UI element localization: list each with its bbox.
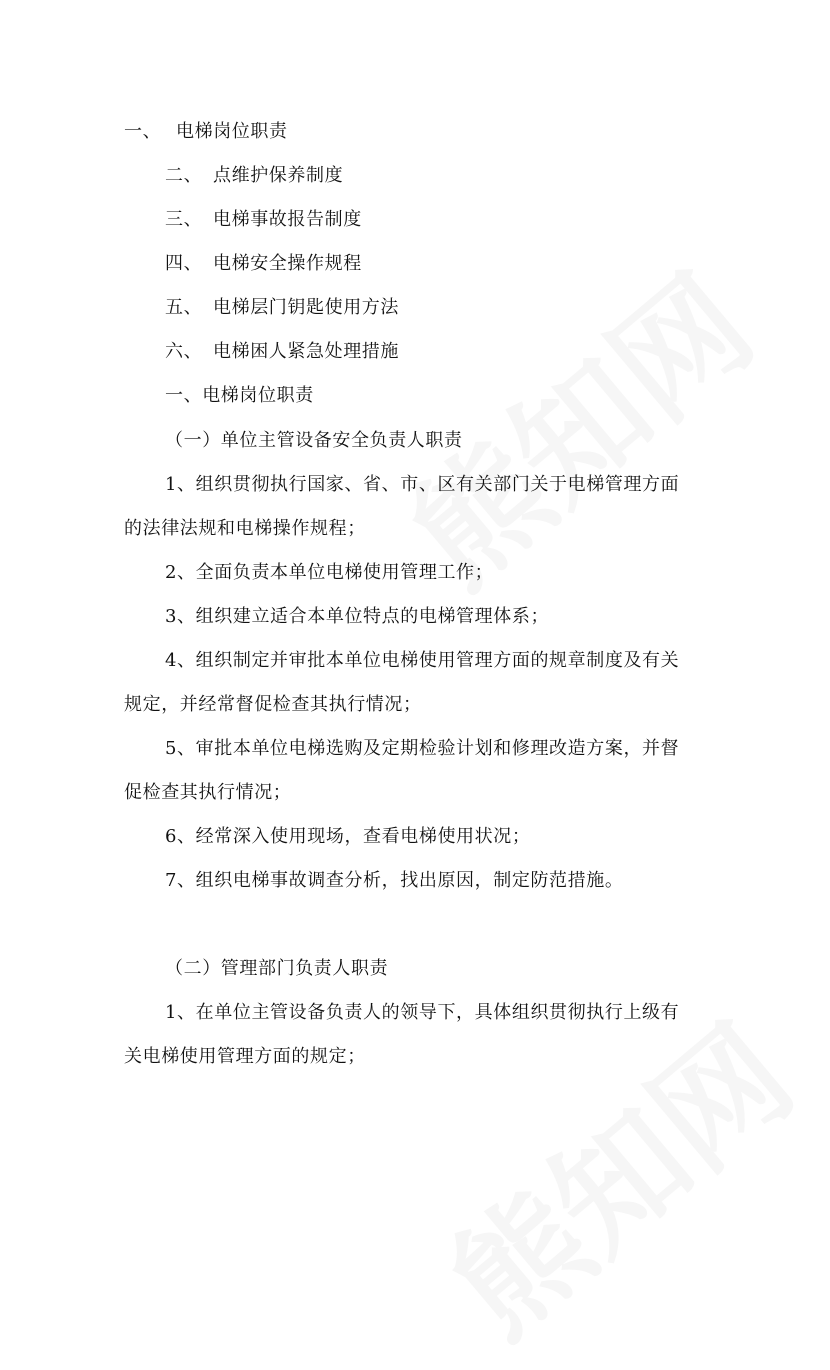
toc-item xyxy=(165,252,362,276)
paragraph-line: 6、经常深入使用现场，查看电梯使用状况； xyxy=(165,826,531,847)
paragraph-line: 3、组织建立适合本单位特点的电梯管理体系； xyxy=(165,606,550,627)
paragraph-line: 规定，并经常督促检查其执行情况； xyxy=(124,694,422,715)
toc-label: 电梯事故报告制度 xyxy=(213,209,362,230)
toc-label: 点维护保养制度 xyxy=(213,165,344,186)
paragraph-line: 5、审批本单位电梯选购及定期检验计划和修理改造方案，并督 xyxy=(165,738,680,759)
paragraph-line: 1、组织贯彻执行国家、省、市、区有关部门关于电梯管理方面 xyxy=(165,474,680,495)
subsection-heading: （二）管理部门负责人职责 xyxy=(165,958,389,979)
toc-item xyxy=(165,164,343,188)
toc-number: 五、 xyxy=(165,297,203,318)
toc-item xyxy=(165,340,399,364)
toc-number: 六、 xyxy=(165,341,203,362)
toc-number: 三、 xyxy=(165,209,203,230)
paragraph-line: 7、组织电梯事故调查分析，找出原因，制定防范措施。 xyxy=(165,870,624,891)
toc-label: 电梯困人紧急处理措施 xyxy=(213,341,399,362)
toc-label: 电梯岗位职责 xyxy=(176,121,288,142)
toc-label: 电梯层门钥匙使用方法 xyxy=(213,297,399,318)
toc-number: 一、 xyxy=(124,121,162,142)
paragraph-line: 的法律法规和电梯操作规程； xyxy=(124,518,366,539)
paragraph-line: 4、组织制定并审批本单位电梯使用管理方面的规章制度及有关 xyxy=(165,650,680,671)
section-heading: 一、电梯岗位职责 xyxy=(165,385,314,406)
paragraph-line: 2、全面负责本单位电梯使用管理工作； xyxy=(165,562,494,583)
toc-item xyxy=(165,296,399,320)
toc-label: 电梯安全操作规程 xyxy=(213,253,362,274)
paragraph-line: 1、在单位主管设备负责人的领导下，具体组织贯彻执行上级有 xyxy=(165,1002,680,1023)
toc-item xyxy=(165,208,362,232)
toc-number: 二、 xyxy=(165,165,203,186)
watermark xyxy=(406,977,825,1370)
toc-item xyxy=(124,120,288,144)
paragraph-line: 促检查其执行情况； xyxy=(124,782,292,803)
paragraph-line: 关电梯使用管理方面的规定； xyxy=(124,1046,366,1067)
subsection-heading: （一）单位主管设备安全负责人职责 xyxy=(165,430,463,451)
toc-number: 四、 xyxy=(165,253,203,274)
